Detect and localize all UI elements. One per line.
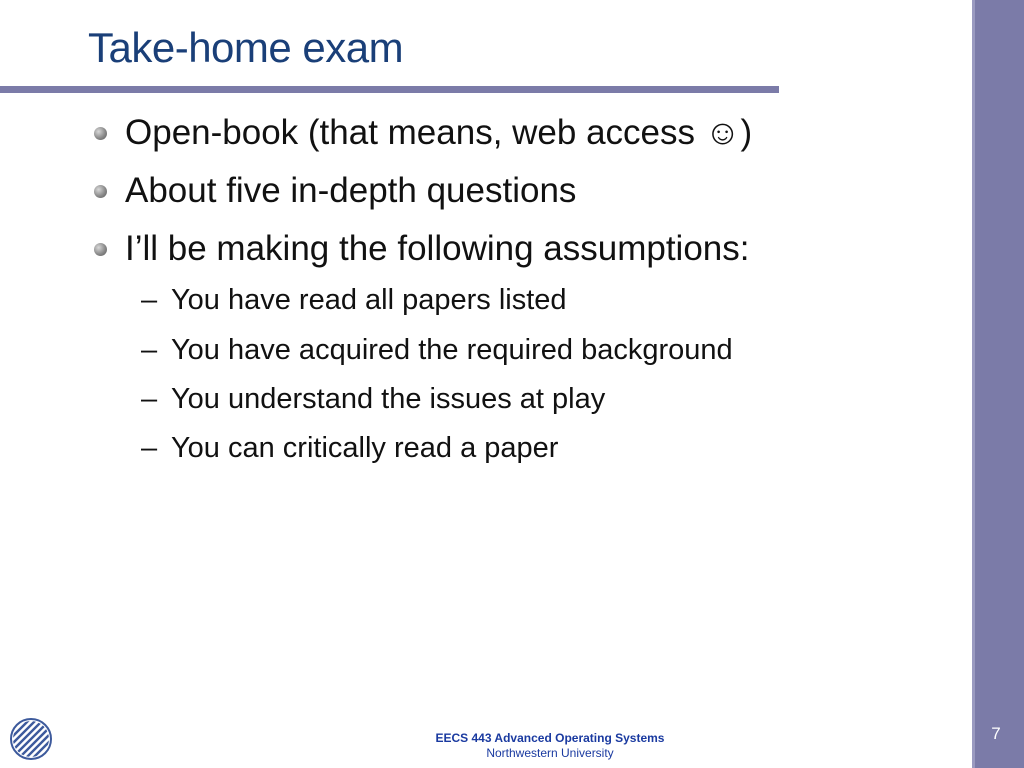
right-accent-bar xyxy=(972,0,1024,768)
dash-marker: – xyxy=(141,382,158,415)
footer-course: EECS 443 Advanced Operating Systems xyxy=(435,731,665,745)
sub-bullet-text: You have acquired the required background xyxy=(171,333,733,366)
sub-bullet-item xyxy=(141,280,567,320)
dash-marker: – xyxy=(141,333,158,366)
bullet-text: Open-book (that means, web access ☺) xyxy=(125,113,753,152)
sphere-bullet-icon xyxy=(94,185,107,198)
right-accent-bar-edge xyxy=(972,0,975,768)
bullet-text: I’ll be making the following assumptions: xyxy=(125,229,750,268)
dash-marker: – xyxy=(141,431,158,464)
footer-university: Northwestern University xyxy=(486,746,614,760)
sphere-bullet-icon xyxy=(94,127,107,140)
sub-bullet-item xyxy=(141,379,605,419)
university-seal-icon xyxy=(10,718,52,760)
dash-marker: – xyxy=(141,283,158,316)
sub-bullet-item xyxy=(141,330,733,370)
sub-bullet-text: You understand the issues at play xyxy=(171,382,606,415)
bullet-text: About five in-depth questions xyxy=(125,171,577,210)
sphere-bullet-icon xyxy=(94,243,107,256)
sub-bullet-text: You have read all papers listed xyxy=(171,283,567,316)
bullet-item xyxy=(94,108,752,158)
sub-bullet-text: You can critically read a paper xyxy=(171,431,559,464)
bullet-item xyxy=(94,224,749,274)
bullet-item xyxy=(94,166,576,216)
slide-title: Take-home exam xyxy=(88,24,404,71)
title-underline xyxy=(0,86,779,93)
slide-footer xyxy=(380,731,720,761)
slide-number: 7 xyxy=(991,724,1001,743)
sub-bullet-item xyxy=(141,428,558,468)
